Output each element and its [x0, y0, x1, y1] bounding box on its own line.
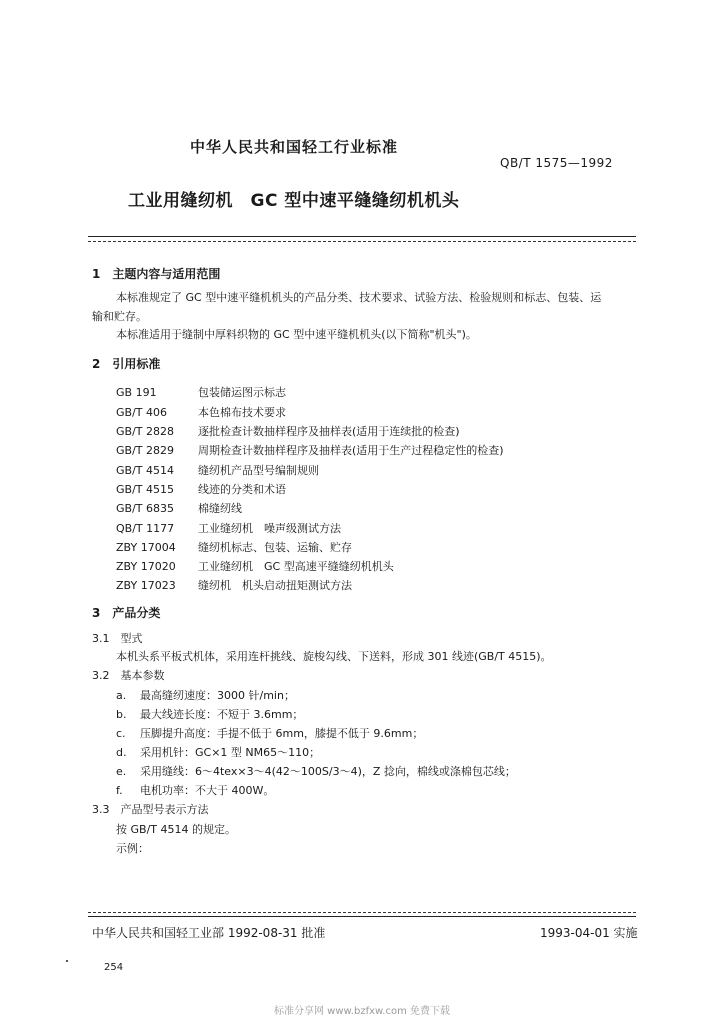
header-rule-dashed: [88, 241, 636, 242]
ref-item: [116, 481, 286, 497]
param-text: 电机功率：不大于 400W。: [140, 784, 275, 797]
section-1-para1-line1: 本标准规定了 GC 型中速平缝机机头的产品分类、技术要求、试验方法、检验规则和标志、包装、运: [116, 291, 602, 304]
ref-code: GB/T 4514: [116, 464, 174, 477]
ref-name: 缝纫机 机头启动扭矩测试方法: [198, 579, 352, 592]
ref-name: 逐批检查计数抽样程序及抽样表(适用于连续批的检查): [198, 425, 460, 438]
section-1-para2: 本标准适用于缝制中厚料织物的 GC 型中速平缝机机头(以下简称"机头")。: [116, 328, 477, 341]
param-item: [116, 744, 320, 760]
param-letter: f.: [116, 784, 123, 797]
param-item: [116, 763, 516, 779]
param-text: 最高缝纫速度：3000 针/min；: [140, 689, 295, 702]
ref-item: [116, 442, 504, 458]
ref-code: ZBY 17004: [116, 541, 176, 554]
page-number: 254: [104, 962, 124, 973]
param-letter: c.: [116, 727, 126, 740]
ref-name: 工业缝纫机 噪声级测试方法: [198, 522, 341, 535]
param-letter: d.: [116, 746, 127, 759]
ref-code: QB/T 1177: [116, 522, 175, 535]
section-1-para1-line2: 输和贮存。: [92, 310, 147, 323]
ref-item: [116, 500, 242, 516]
ref-name: 缝纫机标志、包装、运输、贮存: [198, 541, 352, 554]
param-letter: e.: [116, 765, 127, 778]
param-item: [116, 725, 423, 741]
param-text: 最大线迹长度：不短于 3.6mm；: [140, 708, 304, 721]
section-3-3-heading: 3.3 产品型号表示方法: [92, 803, 209, 816]
ref-item: [116, 423, 460, 439]
effective-date: 1993-04-01 实施: [540, 926, 638, 940]
ref-item: [116, 558, 394, 574]
ref-item: [116, 520, 341, 536]
ref-name: 本色棉布技术要求: [198, 406, 286, 419]
ref-item: [116, 462, 319, 478]
ref-name: 工业缝纫机 GC 型高速平缝缝纫机机头: [198, 560, 394, 573]
param-letter: a.: [116, 689, 127, 702]
ref-name: 线迹的分类和术语: [198, 483, 286, 496]
ref-code: ZBY 17020: [116, 560, 176, 573]
ref-code: ZBY 17023: [116, 579, 176, 592]
ref-name: 包装储运图示标志: [198, 386, 286, 399]
section-3-1-heading: 3.1 型式: [92, 632, 143, 645]
ref-name: 缝纫机产品型号编制规则: [198, 464, 319, 477]
param-text: 采用缝线：6～4tex×3～4(42～100S/3～4)，Z 捻向，棉线或涤棉包芯线；: [140, 765, 516, 778]
header-rule: [88, 236, 636, 237]
section-1-heading: 1 主题内容与适用范围: [92, 267, 221, 281]
document-title: 工业用缝纫机 GC 型中速平缝缝纫机机头: [128, 191, 460, 211]
param-item: [116, 706, 303, 722]
param-item: [116, 782, 274, 798]
param-text: 采用机针：GC×1 型 NM65～110；: [140, 746, 321, 759]
watermark-text: 标准分享网 www.bzfxw.com 免费下载: [274, 1006, 450, 1017]
ref-item: [116, 539, 352, 555]
ref-name: 周期检查计数抽样程序及抽样表(适用于生产过程稳定性的检查): [198, 444, 504, 457]
section-3-heading: 3 产品分类: [92, 606, 161, 620]
ref-code: GB/T 6835: [116, 502, 174, 515]
scan-speck: [66, 960, 68, 962]
footer-rule: [88, 916, 636, 917]
section-3-3-text: 按 GB/T 4514 的规定。: [116, 823, 236, 836]
ref-item: [116, 384, 286, 400]
section-3-1-text: 本机头系平板式机体，采用连杆挑线、旋梭勾线、下送料，形成 301 线迹(GB/T 4515)。: [116, 650, 552, 663]
ref-code: GB/T 4515: [116, 483, 174, 496]
section-2-heading: 2 引用标准: [92, 357, 161, 371]
ref-code: GB/T 406: [116, 406, 167, 419]
ref-code: GB 191: [116, 386, 157, 399]
param-text: 压脚提升高度：手提不低于 6mm，膝提不低于 9.6mm；: [140, 727, 424, 740]
ref-code: GB/T 2828: [116, 425, 174, 438]
approval-date: 中华人民共和国轻工业部 1992-08-31 批准: [92, 926, 326, 940]
footer-rule-dashed: [88, 912, 636, 913]
section-3-3-example: 示例：: [116, 842, 149, 855]
param-letter: b.: [116, 708, 127, 721]
ref-item: [116, 404, 286, 420]
param-item: [116, 687, 295, 703]
ref-item: [116, 577, 352, 593]
ref-code: GB/T 2829: [116, 444, 174, 457]
organization-header: 中华人民共和国轻工行业标准: [190, 138, 399, 156]
ref-name: 棉缝纫线: [198, 502, 242, 515]
standard-code: QB/T 1575—1992: [500, 156, 613, 170]
section-3-2-heading: 3.2 基本参数: [92, 669, 165, 682]
